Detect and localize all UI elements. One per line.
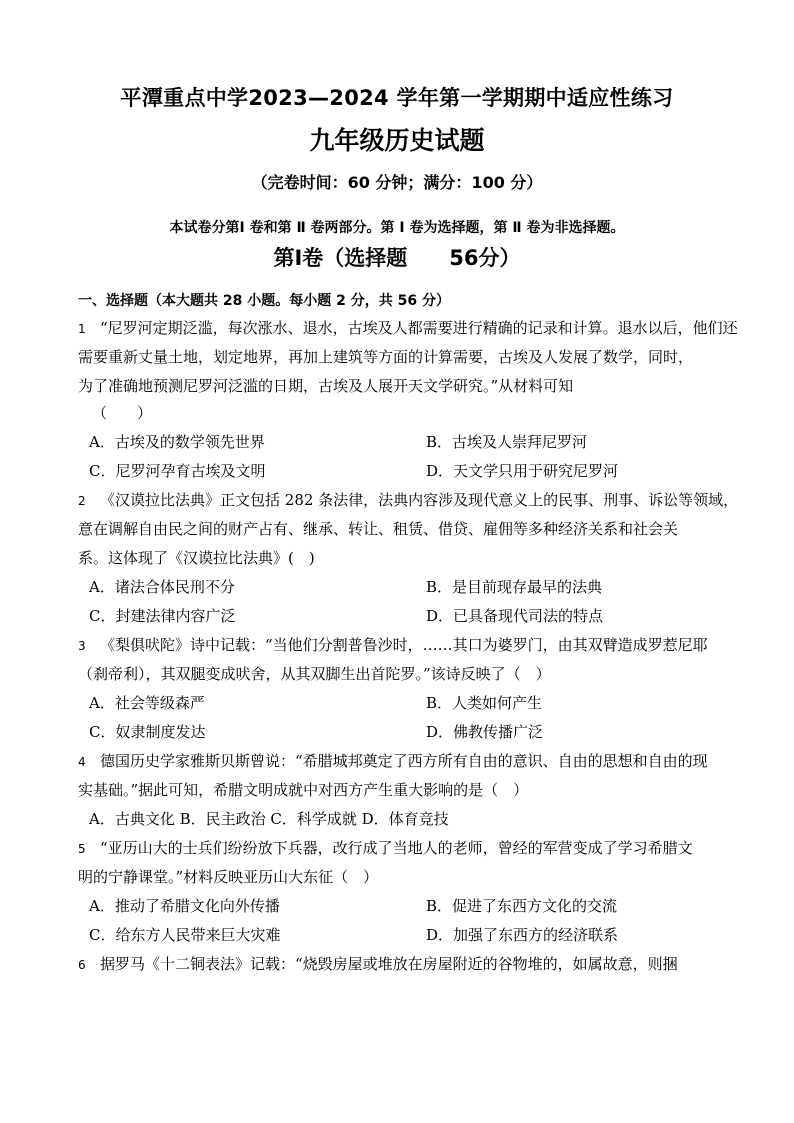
question-2-line: 系。这体现了《汉谟拉比法典》( ) (78, 549, 315, 567)
option-a: A．古埃及的数学领先世界 (89, 433, 265, 451)
option-c: C．封建法律内容广泛 (89, 607, 236, 625)
question-1-line: 需要重新丈量土地，划定地界，再加上建筑等方面的计算需要，古埃及人发展了数学，同时， (78, 348, 694, 366)
exam-time-score: （完卷时间：60 分钟；满分：100 分） (251, 173, 543, 192)
exam-subject-title: 九年级历史试题 (309, 126, 485, 155)
option-b: B．是目前现存最早的法典 (426, 578, 603, 596)
option-d: D．已具备现代司法的特点 (426, 607, 604, 625)
question-number: 1 (78, 322, 86, 336)
exam-structure-note: 本试卷分第Ⅰ 卷和第 Ⅱ 卷两部分。第 Ⅰ 卷为选择题，第 Ⅱ 卷为非选择题。 (169, 220, 625, 236)
section-heading: 一、选择题（本大题共 28 小题。每小题 2 分，共 56 分） (78, 293, 450, 309)
question-4-line: 4 德国历史学家雅斯贝斯曾说：“希腊城邦奠定了西方所有自由的意识、自由的思想和自由的现 (78, 752, 708, 770)
question-6-line: 6 据罗马《十二铜表法》记载：“烧毁房屋或堆放在房屋附近的谷物堆的，如属故意，则捆 (78, 955, 678, 973)
question-1-line: 为了准确地预测尼罗河泛滥的日期，古埃及人展开天文学研究。”从材料可知 (78, 377, 574, 395)
question-3-line: 3 《梨俱吠陀》诗中记载：“当他们分割普鲁沙时，……其口为婆罗门，由其双臂造成罗惹尼耶 (78, 636, 708, 654)
question-1-line: 1 “尼罗河定期泛滥，每次涨水、退水，古埃及人都需要进行精确的记录和计算。退水以后，他们还 (78, 319, 738, 337)
question-2-line: 2 《汉谟拉比法典》正文包括 282 条法律，法典内容涉及现代意义上的民事、刑事、诉讼等领域， (78, 491, 739, 509)
question-2-line: 意在调解自由民之间的财产占有、继承、转让、租赁、借贷、雇佣等多种经济关系和社会关 (78, 520, 679, 538)
question-number: 2 (78, 494, 86, 508)
option-d: D．佛教传播广泛 (426, 723, 544, 741)
question-number: 3 (78, 639, 86, 653)
option-c: C．给东方人民带来巨大灾难 (89, 926, 281, 944)
question-5-line: 5 “亚历山大的士兵们纷纷放下兵器，改行成了当地人的老师，曾经的军营变成了学习希腊文 (78, 839, 693, 857)
question-number: 4 (78, 755, 86, 769)
question-4-line: 实基础。”据此可知，希腊文明成就中对西方产生重大影响的是（ ） (78, 781, 529, 799)
option-c: C．尼罗河孕育古埃及文明 (89, 462, 266, 480)
option-a: A．诸法合体民刑不分 (89, 578, 235, 596)
exam-school-title: 平潭重点中学2023—2024 学年第一学期期中适应性练习 (120, 86, 674, 110)
option-b: B．促进了东西方文化的交流 (426, 897, 618, 915)
part-one-title: 第Ⅰ卷（选择题 56分） (273, 246, 521, 270)
question-3-line: （刹帝利），其双腿变成吠舍，从其双脚生出首陀罗。”该诗反映了（ ） (78, 665, 551, 683)
question-5-line: 明的宁静课堂。”材料反映亚历山大东征（ ） (78, 868, 379, 886)
question-number: 6 (78, 958, 86, 972)
question-number: 5 (78, 842, 86, 856)
option-c: C．奴隶制度发达 (89, 723, 206, 741)
option-d: D．加强了东西方的经济联系 (426, 926, 619, 944)
option-b: B．人类如何产生 (426, 694, 543, 712)
option-a: A．社会等级森严 (89, 694, 205, 712)
option-b: B．古埃及人崇拜尼罗河 (426, 433, 588, 451)
answer-blank: （ ） (92, 404, 153, 422)
option-d: D．天文学只用于研究尼罗河 (426, 462, 619, 480)
options-inline: A．古典文化 B．民主政治 C．科学成就 D．体育竞技 (89, 810, 449, 828)
option-a: A．推动了希腊文化向外传播 (89, 897, 280, 915)
